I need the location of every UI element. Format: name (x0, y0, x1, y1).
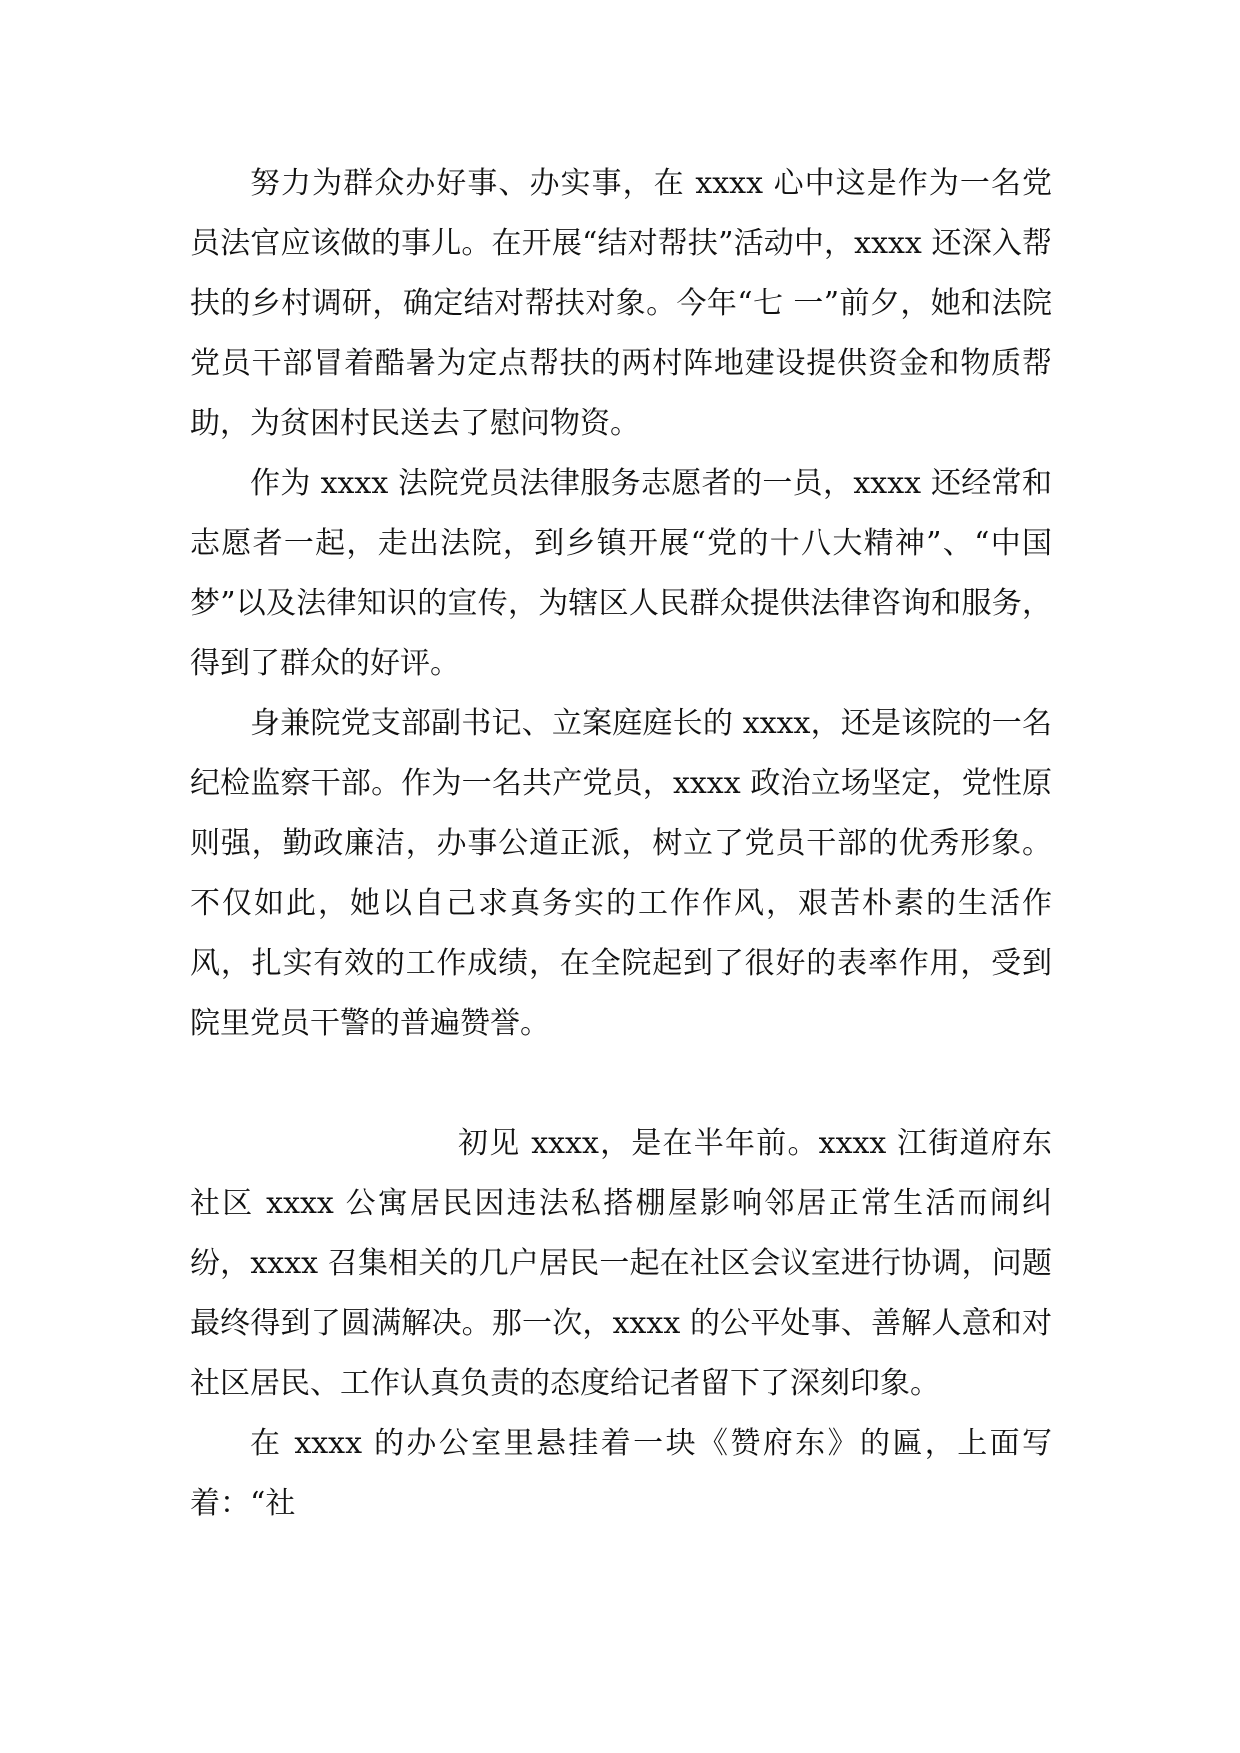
paragraph-3: 身兼院党支部副书记、立案庭庭长的 xxxx，还是该院的一名纪检监察干部。作为一名共产党员，xxxx 政治立场坚定，党性原则强，勤政廉洁，办事公道正派，树立了党员干部的优秀形象。不仅如此，她以自己求真务实的工作作风，艰苦朴素的生活作风，扎实有效的工作成绩，在全院起到了很好的表率作用，受到院里党员干警的普遍赞誉。 (190, 706, 1052, 1041)
paragraph-4: 初见 xxxx，是在半年前。xxxx 江街道府东社区 xxxx 公寓居民因违法私搭棚屋影响邻居正常生活而闹纠纷，xxxx 召集相关的几户居民一起在社区会议室进行协调，问题最终得到了圆满解决。那一次，xxxx 的公平处事、善解人意和对社区居民、工作认真负责的态度给记者留下了深刻印象。 (190, 1126, 1052, 1401)
paragraph-2: 作为 xxxx 法院党员法律服务志愿者的一员，xxxx 还经常和志愿者一起，走出法院，到乡镇开展“党的十八大精神”、“中国梦”以及法律知识的宣传，为辖区人民群众提供法律咨询和服务，得到了群众的好评。 (190, 466, 1052, 681)
document-body (190, 154, 1052, 1534)
paragraph-5: 在 xxxx 的办公室里悬挂着一块《赞府东》的匾，上面写着：“社 (190, 1426, 1052, 1521)
paragraph-1: 努力为群众办好事、办实事，在 xxxx 心中这是作为一名党员法官应该做的事儿。在开展“结对帮扶”活动中，xxxx 还深入帮扶的乡村调研，确定结对帮扶对象。今年“七 一”前夕，她和法院党员干部冒着酷暑为定点帮扶的两村阵地建设提供资金和物质帮助，为贫困村民送去了慰问物资。 (190, 166, 1052, 441)
